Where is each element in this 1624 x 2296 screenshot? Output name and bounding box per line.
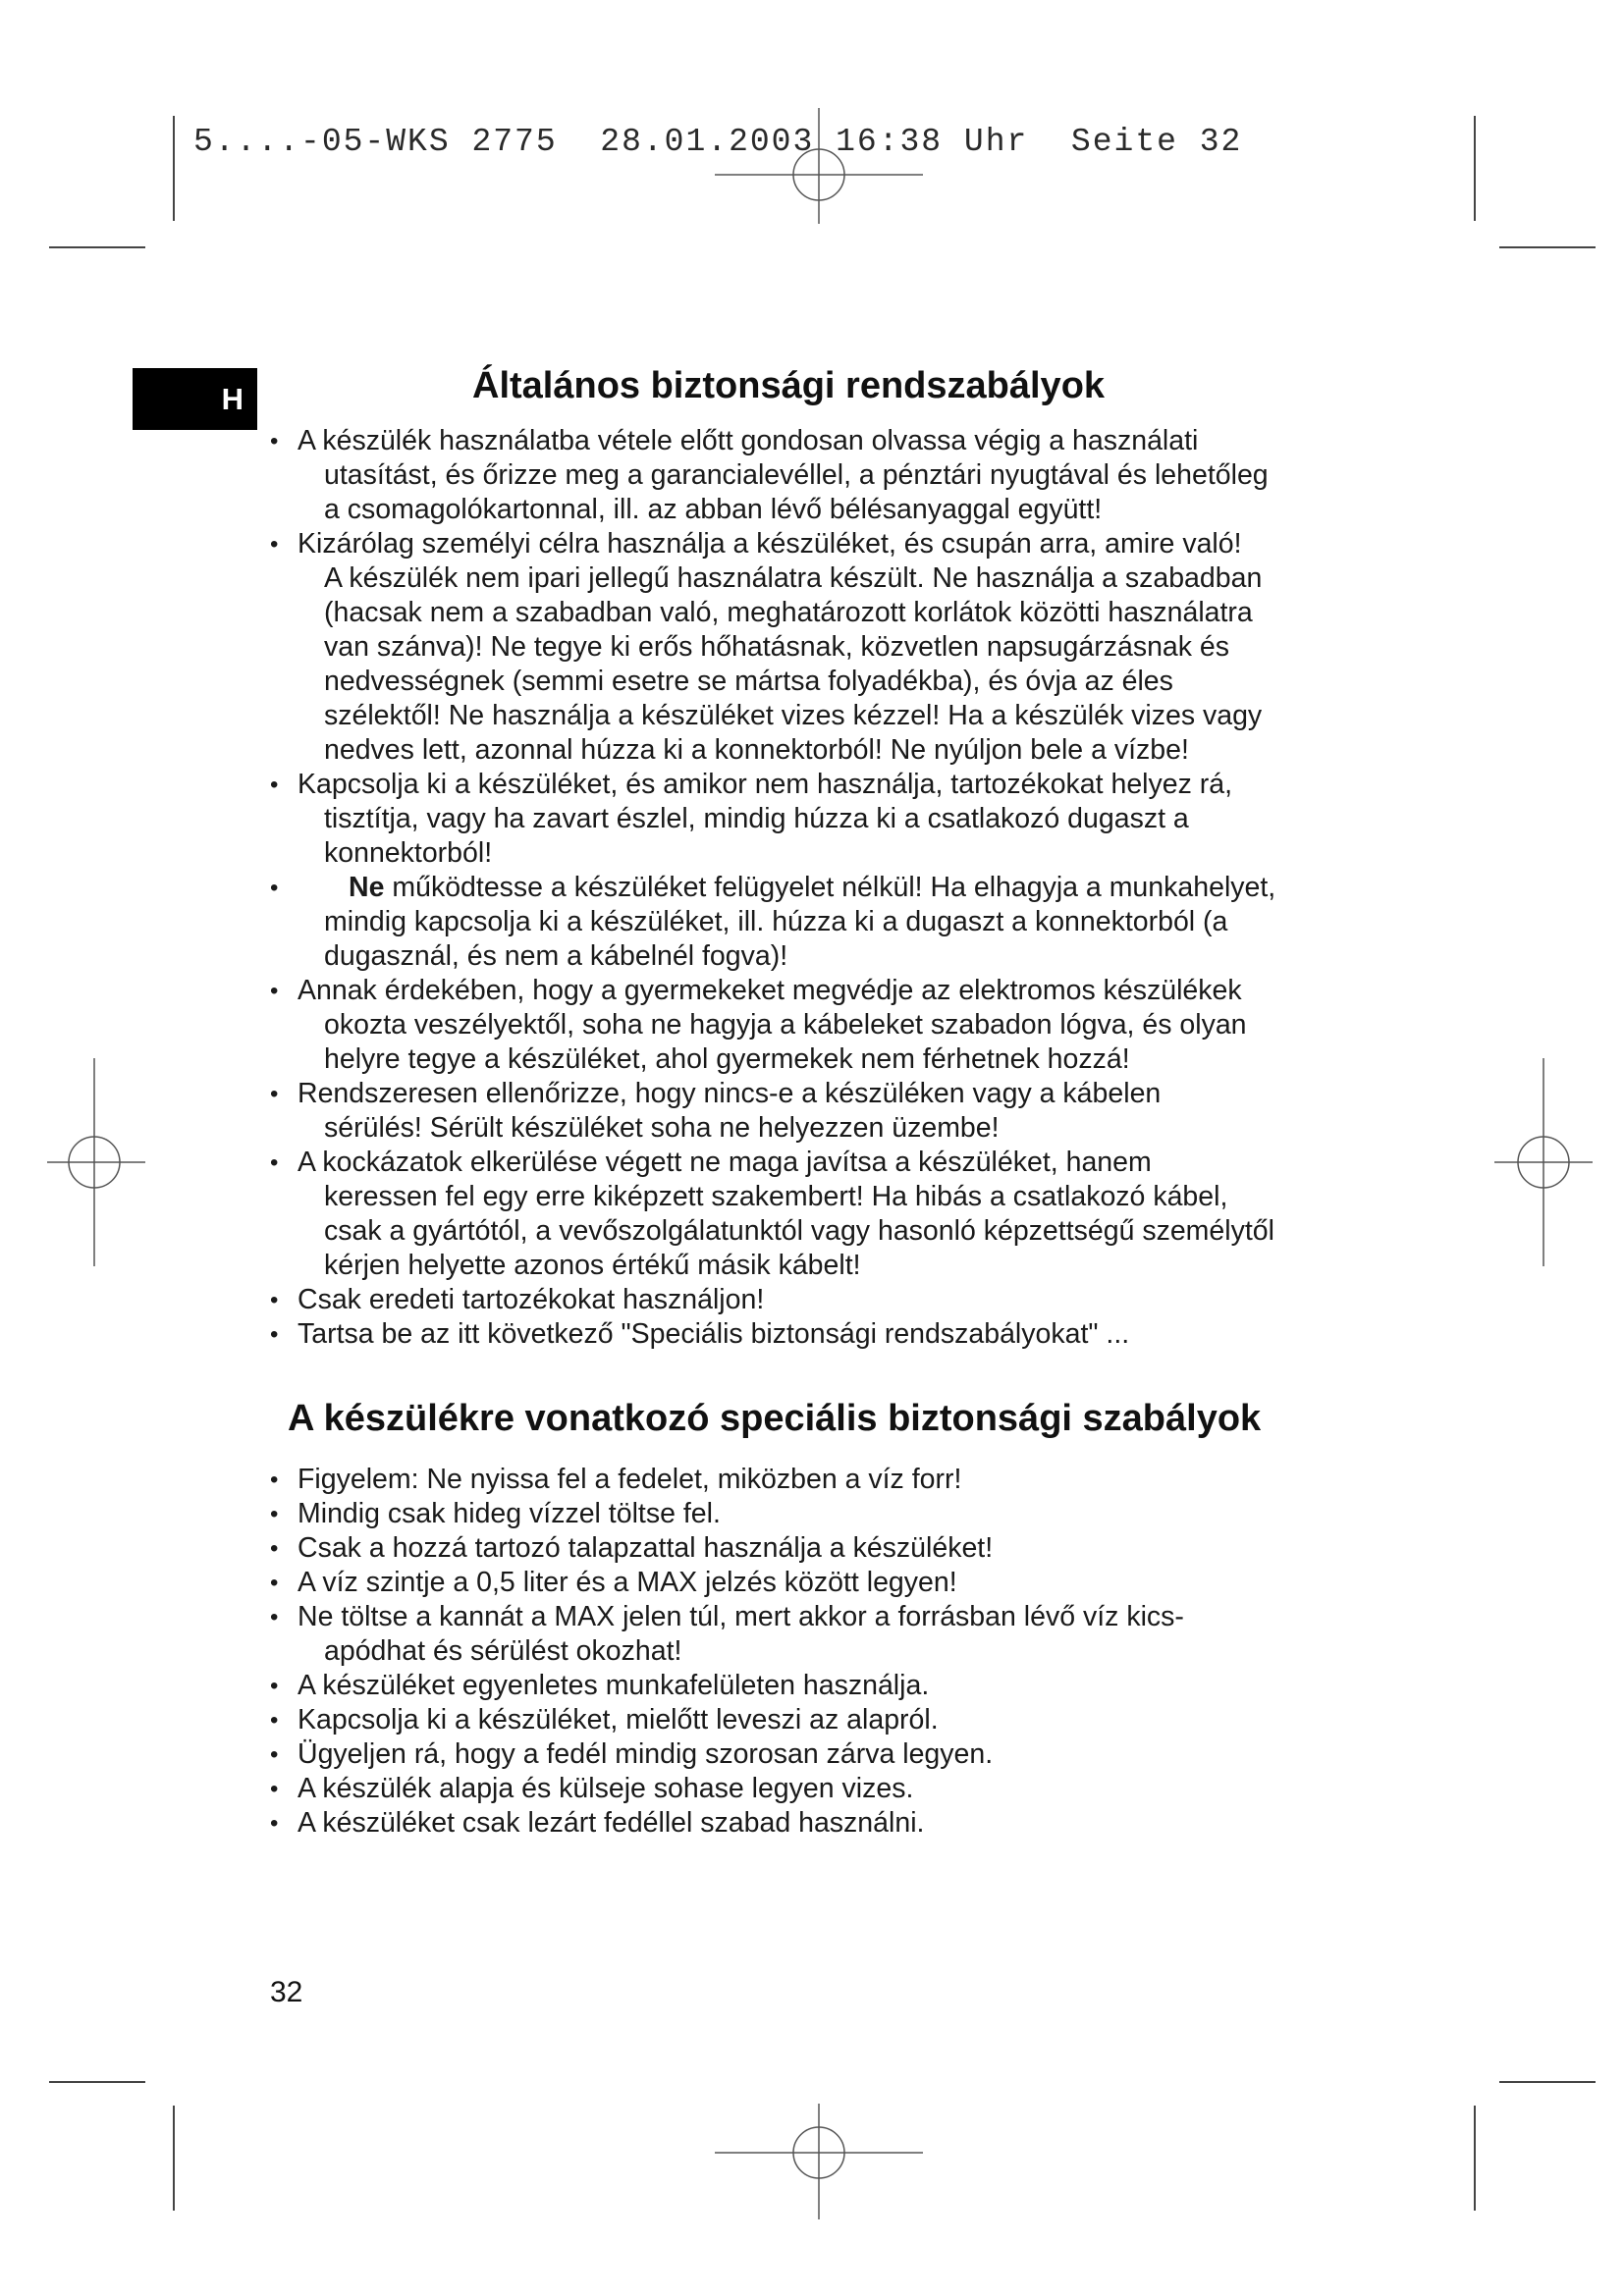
list-item-line: csak a gyártótól, a vevőszolgálatunktól vagy hasonló képzettségű személytől bbox=[324, 1215, 1274, 1247]
list-item bbox=[270, 1077, 1380, 1146]
list-item bbox=[270, 768, 1380, 871]
list-item-line: • Kizárólag személyi célra használja a készüléket, és csupán arra, amire való! bbox=[298, 528, 1242, 560]
list-item-line: • Ügyeljen rá, hogy a fedél mindig szorosan zárva legyen. bbox=[298, 1738, 994, 1770]
list-item-line: nedvességnek (semmi esetre se mártsa folyadékba), és óvja az éles bbox=[324, 666, 1173, 697]
list-item bbox=[270, 1772, 1380, 1806]
list-item-line: nedves lett, azonnal húzza ki a konnektorból! Ne nyúljon bele a vízbe! bbox=[324, 734, 1189, 766]
list-item-line: szélektől! Ne használja a készüléket vizes kézzel! Ha a készülék vizes vagy bbox=[324, 700, 1263, 731]
list-item bbox=[270, 1806, 1380, 1841]
list-item-line: • Annak érdekében, hogy a gyermekeket megvédje az elektromos készülékek bbox=[298, 975, 1242, 1006]
list-item-line: apódhat és sérülést okozhat! bbox=[324, 1635, 682, 1667]
list-item-line: • A készüléket csak lezárt fedéllel szabad használni. bbox=[298, 1807, 925, 1839]
list-item-line: • A készülék használatba vétele előtt gondosan olvassa végig a használati bbox=[298, 425, 1199, 456]
special-safety-list bbox=[270, 1463, 1380, 1841]
list-item-line: • A készülék alapja és külseje sohase legyen vizes. bbox=[298, 1773, 914, 1804]
general-safety-list bbox=[270, 424, 1380, 1352]
list-item bbox=[270, 1600, 1380, 1669]
list-item bbox=[270, 1317, 1380, 1352]
list-item-line: helyre tegye a készüléket, ahol gyermekek nem férhetnek hozzá! bbox=[324, 1043, 1130, 1075]
list-item bbox=[270, 1703, 1380, 1737]
list-item-line: • Kapcsolja ki a készüléket, és amikor nem használja, tartozékokat helyez rá, bbox=[298, 769, 1233, 800]
list-item bbox=[270, 1283, 1380, 1317]
list-item-line: • Kapcsolja ki a készüléket, mielőtt leveszi az alapról. bbox=[298, 1704, 939, 1735]
list-item-line: keressen fel egy erre kiképzett szakembert! Ha hibás a csatlakozó kábel, bbox=[324, 1181, 1228, 1212]
list-item-line: • Tartsa be az itt következő "Speciális biztonsági rendszabályokat" ... bbox=[298, 1318, 1130, 1350]
list-item bbox=[270, 871, 1380, 974]
register-mark-bottom bbox=[715, 2104, 923, 2219]
list-item-line: • A kockázatok elkerülése végett ne maga javítsa a készüléket, hanem bbox=[298, 1147, 1152, 1178]
list-item bbox=[270, 1669, 1380, 1703]
list-item-line: van szánva)! Ne tegye ki erős hőhatásnak, közvetlen napsugárzásnak és bbox=[324, 631, 1230, 663]
list-item-line: • Ne töltse a kannát a MAX jelen túl, mert akkor a forrásban lévő víz kics- bbox=[298, 1601, 1184, 1632]
list-item-line: A készülék nem ipari jellegű használatra készült. Ne használja a szabadban bbox=[324, 562, 1263, 594]
section-title-special-safety: A készülékre vonatkozó speciális biztonsági szabályok bbox=[288, 1398, 1262, 1439]
list-item bbox=[270, 1146, 1380, 1283]
emphasis-word: Ne bbox=[349, 872, 385, 903]
list-item-line: • Rendszeresen ellenőrizze, hogy nincs-e a készüléken vagy a kábelen bbox=[298, 1078, 1162, 1109]
list-item-line: • Figyelem: Ne nyissa fel a fedelet, miközben a víz forr! bbox=[298, 1464, 962, 1495]
list-item-line: sérülés! Sérült készüléket soha ne helyezzen üzembe! bbox=[324, 1112, 1000, 1144]
list-item-line: mindig kapcsolja ki a készüléket, ill. húzza ki a dugaszt a konnektorból (a bbox=[324, 906, 1228, 937]
list-item bbox=[270, 1463, 1380, 1497]
language-tab: H bbox=[133, 368, 257, 430]
list-item-line: a csomagolókartonnal, ill. az abban lévő bélésanyaggal együtt! bbox=[324, 494, 1103, 525]
list-item bbox=[270, 1531, 1380, 1566]
list-item-line: • A víz szintje a 0,5 liter és a MAX jelzés között legyen! bbox=[298, 1567, 957, 1598]
section-title-general-safety: Általános biztonsági rendszabályok bbox=[472, 365, 1106, 406]
list-item-line: • Csak a hozzá tartozó talapzattal használja a készüléket! bbox=[298, 1532, 994, 1564]
list-item-line: • A készüléket egyenletes munkafelületen használja. bbox=[298, 1670, 930, 1701]
list-item-line: (hacsak nem a szabadban való, meghatározott korlátok közötti használatra bbox=[324, 597, 1253, 628]
list-item bbox=[270, 1566, 1380, 1600]
list-item-line: okozta veszélyektől, soha ne hagyja a kábeleket szabadon lógva, és olyan bbox=[324, 1009, 1247, 1041]
list-item-line: utasítást, és őrizze meg a garancialevéllel, a pénztári nyugtával és lehetőleg bbox=[324, 459, 1269, 491]
list-item bbox=[270, 1737, 1380, 1772]
list-item-line: • Mindig csak hideg vízzel töltse fel. bbox=[298, 1498, 721, 1529]
list-item-line: • Csak eredeti tartozékokat használjon! bbox=[298, 1284, 765, 1315]
list-item-line: konnektorból! bbox=[324, 837, 493, 869]
list-item-line: kérjen helyette azonos értékű másik kábelt! bbox=[324, 1250, 861, 1281]
list-item bbox=[270, 974, 1380, 1077]
list-item-line: tisztítja, vagy ha zavart észlel, mindig húzza ki a csatlakozó dugaszt a bbox=[324, 803, 1189, 834]
list-item-text: működtesse a készüléket felügyelet nélkül! Ha elhagyja a munkahelyet, bbox=[384, 872, 1276, 903]
register-mark-right bbox=[1494, 1058, 1593, 1266]
list-item-line bbox=[298, 871, 1380, 905]
list-item bbox=[270, 1497, 1380, 1531]
list-item bbox=[270, 424, 1380, 527]
register-mark-left bbox=[47, 1058, 145, 1266]
page-number: 32 bbox=[270, 1976, 303, 2008]
list-item-line: dugasznál, és nem a kábelnél fogva)! bbox=[324, 940, 788, 972]
print-header: 5....-05-WKS 2775 28.01.2003 16:38 Uhr Seite 32 bbox=[193, 124, 1243, 160]
list-item bbox=[270, 527, 1380, 768]
